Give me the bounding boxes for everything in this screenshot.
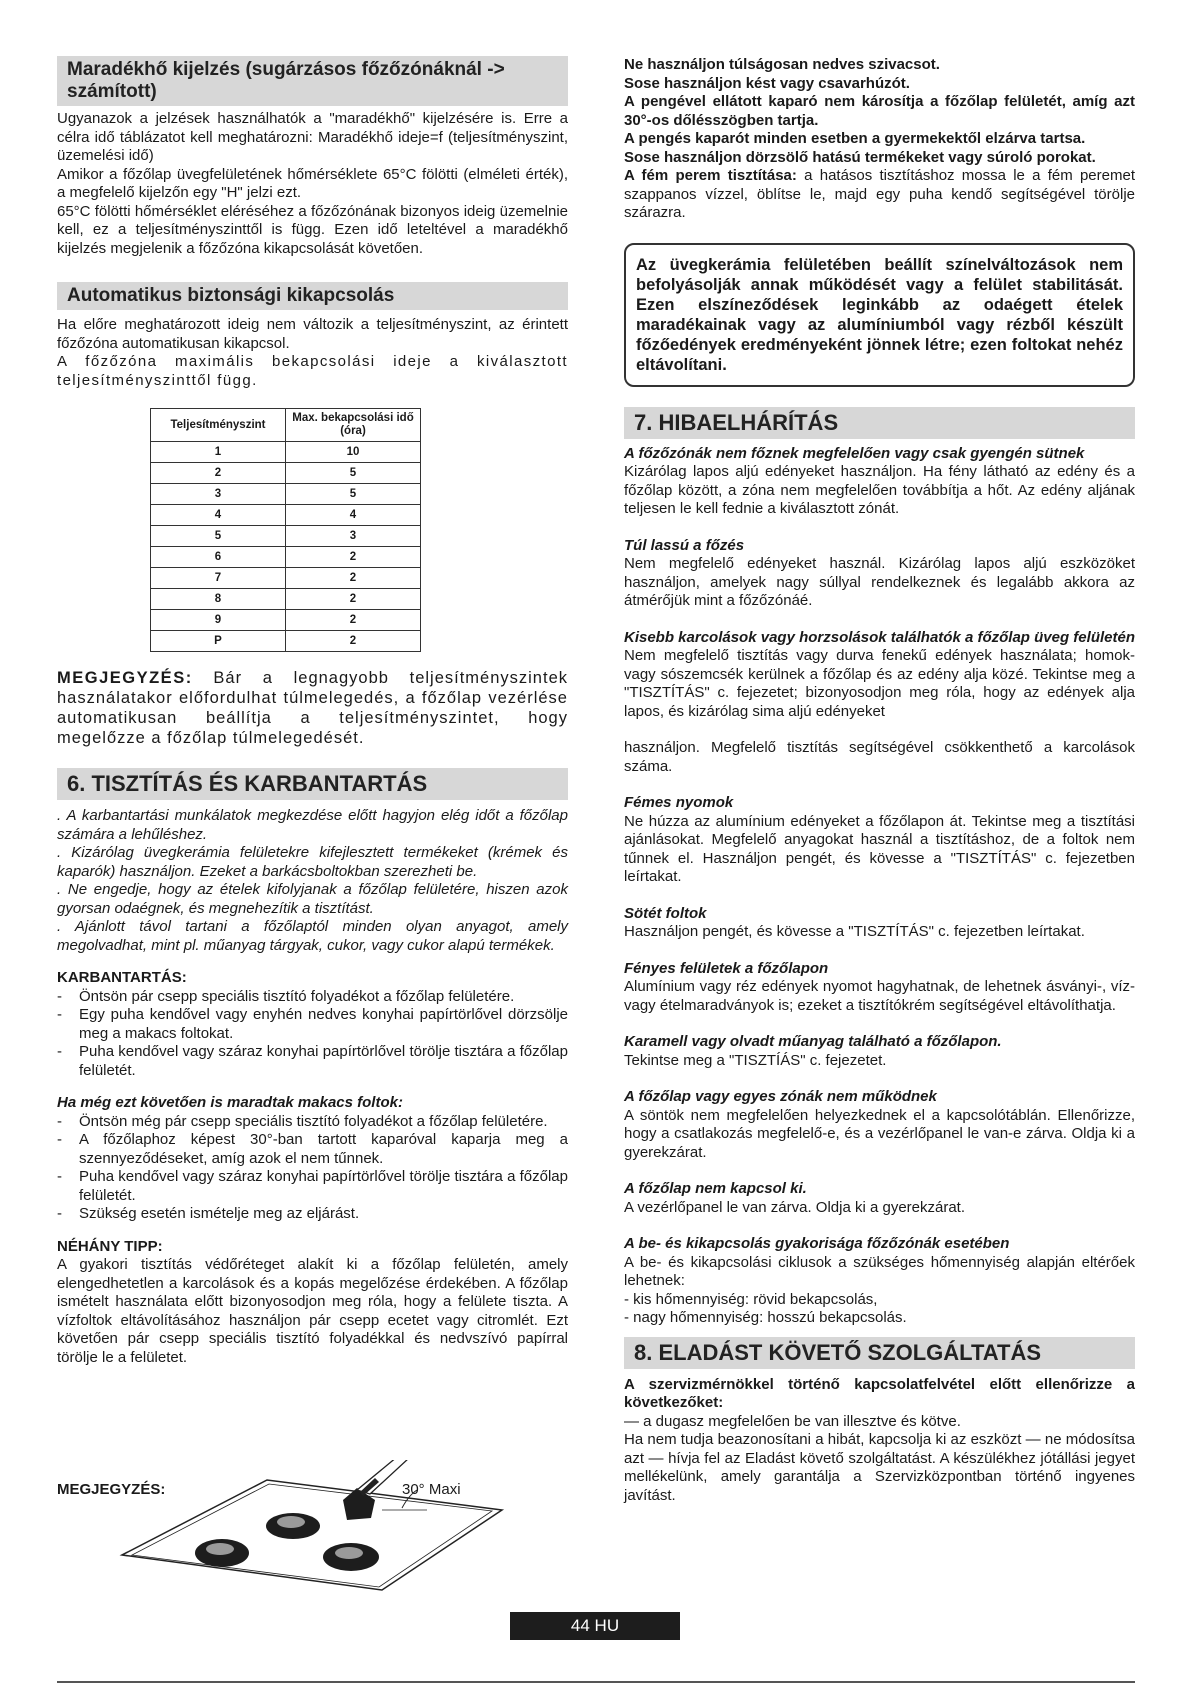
spacer <box>624 887 1135 905</box>
stubborn-item <box>57 1113 568 1132</box>
stubborn-list <box>57 1113 568 1224</box>
level-cell: 6 <box>151 547 286 568</box>
spacer <box>624 1217 1135 1235</box>
spacer <box>624 942 1135 960</box>
tips-text: A gyakori tisztítás védőréteget alakít ki a főzőlap felületén, amely elengedhetetlen a karcolások és a kopás megelőzése érdekében. A főzőlap ismételt használata előtt bizonyosodjon meg róla, hogy a felülete tiszta. A vízfoltok eltávolításához használjon pár csepp ecetet vagy citromlét. Ezt követően pár csepp speciális tisztító folyadékkal és nedvszívó papírral törölje le a felületet. <box>57 1256 568 1366</box>
level-cell: P <box>151 631 286 652</box>
table-row <box>151 568 421 589</box>
bottom-rule <box>57 1681 1135 1683</box>
troubleshooting-text: Kizárólag lapos aljú edényeket használjon. Ha fény látható az edény és a főzőlap között, a zóna nem megfelelően továbbítja a hőt. Az edény aljának teljesen le kell fednie a kiválasztott zónát. <box>624 463 1135 517</box>
table-header-level: Teljesítményszint <box>151 409 286 442</box>
maintenance-item <box>57 1006 568 1043</box>
service-text: Ha nem tudja beazonosítani a hibát, kapcsolja ki az eszközt — ne módosítsa azt — hívja fel az Eladást követő szolgáltatást. A készülékhez jótállási jegyet mellékelünk, amely garantálja a Szervizközpontban történő ingyenes javítást. <box>624 1431 1135 1504</box>
troubleshooting-title: A főzőlap vagy egyes zónák nem működnek <box>624 1088 937 1105</box>
hours-cell: 2 <box>286 547 421 568</box>
cleaning-item: . Ajánlott távol tartani a főzőlaptól minden olyan anyagot, amely megolvadhat, mint pl. műanyag tárgyak, cukor, vagy cukor alapú termékek. <box>57 918 568 954</box>
maintenance-heading: KARBANTARTÁS: <box>57 969 187 986</box>
level-cell: 4 <box>151 505 286 526</box>
warning-item: Ne használjon túlságosan nedves szivacsot. <box>624 56 940 73</box>
maintenance-item-text: Öntsön pár csepp speciális tisztító folyadékot a főzőlap felületére. <box>79 987 515 1005</box>
hours-cell: 5 <box>286 463 421 484</box>
table-row <box>151 589 421 610</box>
level-cell: 9 <box>151 610 286 631</box>
troubleshooting-title: Túl lassú a főzés <box>624 536 745 554</box>
page-number: 44 HU <box>510 1612 680 1640</box>
spacer <box>624 1015 1135 1033</box>
troubleshooting-item <box>624 1235 1135 1337</box>
troubleshooting-text: Használjon pengét, és kövesse a "TISZTÍTÁS" c. fejezetben leírtakat. <box>624 923 1085 940</box>
maintenance-item-text: Egy puha kendővel vagy enyhén nedves konyhai papírtörlővel dörzsölje meg a makacs foltokat. <box>79 1006 568 1042</box>
residual-heat-p2: Amikor a főzőlap üvegfelületének hőmérséklete 65°C fölötti (elméleti érték), a megfelelő kijelzőn egy "H" jelzi ezt. <box>57 165 568 201</box>
level-cell: 3 <box>151 484 286 505</box>
troubleshooting-text-cont: használjon. Megfelelő tisztítás segítségével csökkenthető a karcolások száma. <box>624 739 1135 775</box>
troubleshooting-title: A főzőzónák nem főznek megfelelően vagy csak gyengén sütnek <box>624 444 1085 462</box>
cleaning-item: . Ne engedje, hogy az ételek kifolyjanak a főzőlap felületére, hiszen azok gyorsan odaégnek, és megnehezítik a tisztítást. <box>57 881 568 917</box>
auto-off-p2: A főzőzóna maximális bekapcsolási ideje a kiválasztott teljesítményszinttől függ. <box>57 353 568 389</box>
dash-marker: - <box>57 1205 62 1222</box>
left-column <box>57 56 568 1367</box>
residual-heat-p1: Ugyanazok a jelzések használhatók a "maradékhő" kijelzésére is. Erre a célra idő táblázatot kell meghatározni: Maradékhő ideje=f (teljesítményszint, üzemelési idő) <box>57 110 568 164</box>
spacer <box>624 611 1135 629</box>
warning-item: Sose használjon dörzsölő hatású termékeket vagy súroló porokat. <box>624 148 1096 166</box>
note2-label: MEGJEGYZÉS: <box>57 1481 166 1498</box>
cleaning-item: . Kizárólag üvegkerámia felületekre kifejlesztett termékeket (krémek és kaparók) használjon. Ezeket a barkácsboltokban szerezheti be. <box>57 844 568 880</box>
warning-item: A pengével ellátott kaparó nem károsítja a főzőlap felületét, amíg azt 30°-os dőlésszögben tartja. <box>624 93 1135 129</box>
burner-icon <box>195 1539 249 1567</box>
level-cell: 5 <box>151 526 286 547</box>
warning-item: Sose használjon kést vagy csavarhúzót. <box>624 74 910 92</box>
warning-item: A pengés kaparót minden esetben a gyermekektől elzárva tartsa. <box>624 130 1086 147</box>
dash-marker: - <box>57 987 62 1005</box>
stubborn-item <box>57 1168 568 1205</box>
right-column <box>624 56 1135 1505</box>
spacer <box>624 776 1135 794</box>
level-cell: 7 <box>151 568 286 589</box>
dash-marker: - <box>57 1168 62 1185</box>
troubleshooting-title: Sötét foltok <box>624 904 707 922</box>
troubleshooting-text: Nem megfelelő tisztítás vagy durva fenekű edények használata; homok- vagy sószemcsék kerülnek a főzőlap és az edény alja közé. Tekintse meg a "TISZTÍTÁS" c. fejezetet; bizonyosodjon meg róla, hogy az edények alja lapos, és kizárólag sima aljú edényeket <box>624 647 1135 720</box>
maintenance-list <box>57 988 568 1081</box>
troubleshooting-title: Karamell vagy olvadt műanyag található a főzőlapon. <box>624 1033 1002 1050</box>
troubleshooting-item <box>624 905 1135 960</box>
stubborn-item <box>57 1131 568 1168</box>
dash-marker: - <box>57 1112 62 1130</box>
cleaning-heading: 6. TISZTÍTÁS ÉS KARBANTARTÁS <box>57 768 568 800</box>
troubleshooting-item <box>624 794 1135 905</box>
scraper-illustration <box>57 1460 507 1605</box>
hours-cell: 2 <box>286 568 421 589</box>
level-cell: 1 <box>151 442 286 463</box>
troubleshooting-text: Tekintse meg a "TISZTÍÁS" c. fejezetet. <box>624 1051 887 1069</box>
service-line: — a dugasz megfelelően be van illesztve és kötve. <box>624 1412 961 1430</box>
troubleshooting-text: Alumínium vagy réz edények nyomot hagyhatnak, de lehetnek ásványi-, víz- vagy ételmaradványok is; ezeket a tisztítókrém segítségével eltávolíthatja. <box>624 978 1135 1014</box>
troubleshooting-item <box>624 445 1135 537</box>
table-row <box>151 631 421 652</box>
troubleshooting-title: Fémes nyomok <box>624 794 734 811</box>
table-header-hours: Max. bekapcsolási idő (óra) <box>286 409 421 442</box>
troubleshooting-item <box>624 960 1135 1034</box>
dash-marker: - <box>57 1006 62 1023</box>
table-row <box>151 442 421 463</box>
burner-icon <box>266 1513 320 1539</box>
hours-cell: 2 <box>286 631 421 652</box>
stubborn-item <box>57 1205 568 1224</box>
service-intro: A szervizmérnökkel történő kapcsolatfelvétel előtt ellenőrizze a következőket: <box>624 1375 1135 1411</box>
troubleshooting-item <box>624 537 1135 629</box>
stubborn-item-text: A főzőlaphoz képest 30°-ban tartott kaparóval kaparja meg a szennyeződéseket, amíg azok el nem tűnnek. <box>79 1131 568 1167</box>
spacer <box>624 1070 1135 1088</box>
troubleshooting-text: Nem megfelelő edényeket használ. Kizárólag lapos aljú eszközöket használjon, amelyek nagy súllyal rendelkeznek és legalább akkora az átmérőjük mint a főzőzónáé. <box>624 555 1135 609</box>
table-row <box>151 505 421 526</box>
troubleshooting-heading: 7. HIBAELHÁRÍTÁS <box>624 407 1135 439</box>
auto-off-p1: Ha előre meghatározott ideig nem változik a teljesítményszint, az érintett főzőzóna automatikusan kikapcsol. <box>57 316 568 352</box>
table-row <box>151 463 421 484</box>
service-heading: 8. ELADÁST KÖVETŐ SZOLGÁLTATÁS <box>624 1337 1135 1369</box>
troubleshooting-title: Fényes felületek a főzőlapon <box>624 959 829 977</box>
power-level-table <box>150 408 421 652</box>
troubleshooting-text: A vezérlőpanel le van zárva. Oldja ki a gyerekzárat. <box>624 1198 966 1216</box>
residual-heat-p3: 65°C fölötti hőmérséklet eléréséhez a főzőzónának bizonyos ideig üzemelnie kell, ez a teljesítményszinttől is függ. Ezen idő leteltével a maradékhő kijelzés megjelenik a főzőzóna kikapcsolását követően. <box>57 202 568 257</box>
troubleshooting-title: A be- és kikapcsolás gyakorisága főzőzónák esetében <box>624 1235 1010 1252</box>
troubleshooting-text: A söntök nem megfelelően helyezkednek el a kapcsolótáblán. Ellenőrizze, hogy a csatlakozás megfelelő-e, és a vezérlőpanel le van-e zárva. Oldja ki a gyerekzárat. <box>624 1106 1135 1161</box>
metal-rim-text: A fém perem tisztítása: a hatásos tisztításhoz mossa le a fém peremet szappanos vízzel, öblítse le, majd egy puha kendő segítségével törölje szárazra. <box>624 167 1135 221</box>
hours-cell: 2 <box>286 589 421 610</box>
spacer <box>624 721 1135 739</box>
troubleshooting-line: - kis hőmennyiség: rövid bekapcsolás, <box>624 1290 878 1308</box>
maintenance-item-text: Puha kendővel vagy száraz konyhai papírtörlővel törölje tisztára a főzőlap felületét. <box>79 1043 568 1079</box>
hours-cell: 3 <box>286 526 421 547</box>
table-row <box>151 526 421 547</box>
troubleshooting-item <box>624 1180 1135 1235</box>
dash-marker: - <box>57 1131 62 1148</box>
troubleshooting-title: A főzőlap nem kapcsol ki. <box>624 1180 807 1197</box>
stubborn-item-text: Szükség esetén ismételje meg az eljárást. <box>79 1205 360 1222</box>
table-row <box>151 610 421 631</box>
hours-cell: 2 <box>286 610 421 631</box>
troubleshooting-item <box>624 629 1135 795</box>
maintenance-item <box>57 1043 568 1080</box>
troubleshooting-item <box>624 1088 1135 1180</box>
residual-heat-heading: Maradékhő kijelzés (sugárzásos főzőzónáknál -> számított) <box>57 56 568 106</box>
table-row <box>151 547 421 568</box>
troubleshooting-line: - nagy hőmennyiség: hosszú bekapcsolás. <box>624 1309 907 1326</box>
angle-label: 30° Maxi <box>402 1481 461 1498</box>
note-overheat: MEGJEGYZÉS: Bár a legnagyobb teljesítményszintek használatakor előfordulhat túlmelegedés, a főzőlap vezérlése automatikusan beállítja a teljesítményszintet, hogy megelőzze a főzőlap túlmelegedését. <box>57 669 568 747</box>
tips-heading: NÉHÁNY TIPP: <box>57 1237 163 1255</box>
note-label: MEGJEGYZÉS: <box>57 669 193 687</box>
troubleshooting-title: Kisebb karcolások vagy horzsolások találhatók a főzőlap üveg felületén <box>624 628 1135 646</box>
spacer <box>624 1328 1135 1337</box>
troubleshooting-item <box>624 1033 1135 1088</box>
stubborn-item-text: Puha kendővel vagy száraz konyhai papírtörlővel törölje tisztára a főzőlap felületét. <box>79 1168 568 1204</box>
stubborn-heading: Ha még ezt követően is maradtak makacs foltok: <box>57 1094 403 1111</box>
stubborn-item-text: Öntsön még pár csepp speciális tisztító folyadékot a főzőlap felületére. <box>79 1112 548 1130</box>
troubleshooting-text: Ne húzza az alumínium edényeket a főzőlapon át. Tekintse meg a tisztítási ajánlásokat. Megfelelő anyagokat használ a tisztításhoz, de a foltok nem tűnnek el. Használjon pengét, és kövesse a "TISZTÍTÁS" c. fejezetben leírtakat. <box>624 812 1135 885</box>
cleaning-item: . A karbantartási munkálatok megkezdése előtt hagyjon elég időt a főzőlap számára a lehűléshez. <box>57 807 568 843</box>
level-cell: 8 <box>151 589 286 610</box>
troubleshooting-text: A be- és kikapcsolási ciklusok a szükséges hőmennyiség alapján eltérőek lehetnek: <box>624 1253 1135 1289</box>
auto-off-heading: Automatikus biztonsági kikapcsolás <box>57 282 568 310</box>
spacer <box>624 1162 1135 1180</box>
warnings-list <box>624 56 1135 167</box>
maintenance-item <box>57 988 568 1007</box>
burner-icon <box>323 1543 379 1571</box>
table-row <box>151 484 421 505</box>
hours-cell: 5 <box>286 484 421 505</box>
level-cell: 2 <box>151 463 286 484</box>
spacer <box>624 519 1135 537</box>
troubleshooting-list <box>624 445 1135 1337</box>
hours-cell: 10 <box>286 442 421 463</box>
dash-marker: - <box>57 1043 62 1060</box>
discoloration-notice: Az üvegkerámia felületében beállít színelváltozások nem befolyásolják annak működését vagy a felület stabilitását. Ezen elszíneződések leginkább az odaégett ételek maradékainak vagy az alumíniumból vagy rézből készült főzőedények eredményeként jönnek létre; ezen foltokat nehéz eltávolítani. <box>624 243 1135 387</box>
hours-cell: 4 <box>286 505 421 526</box>
cleaning-list <box>57 807 568 955</box>
